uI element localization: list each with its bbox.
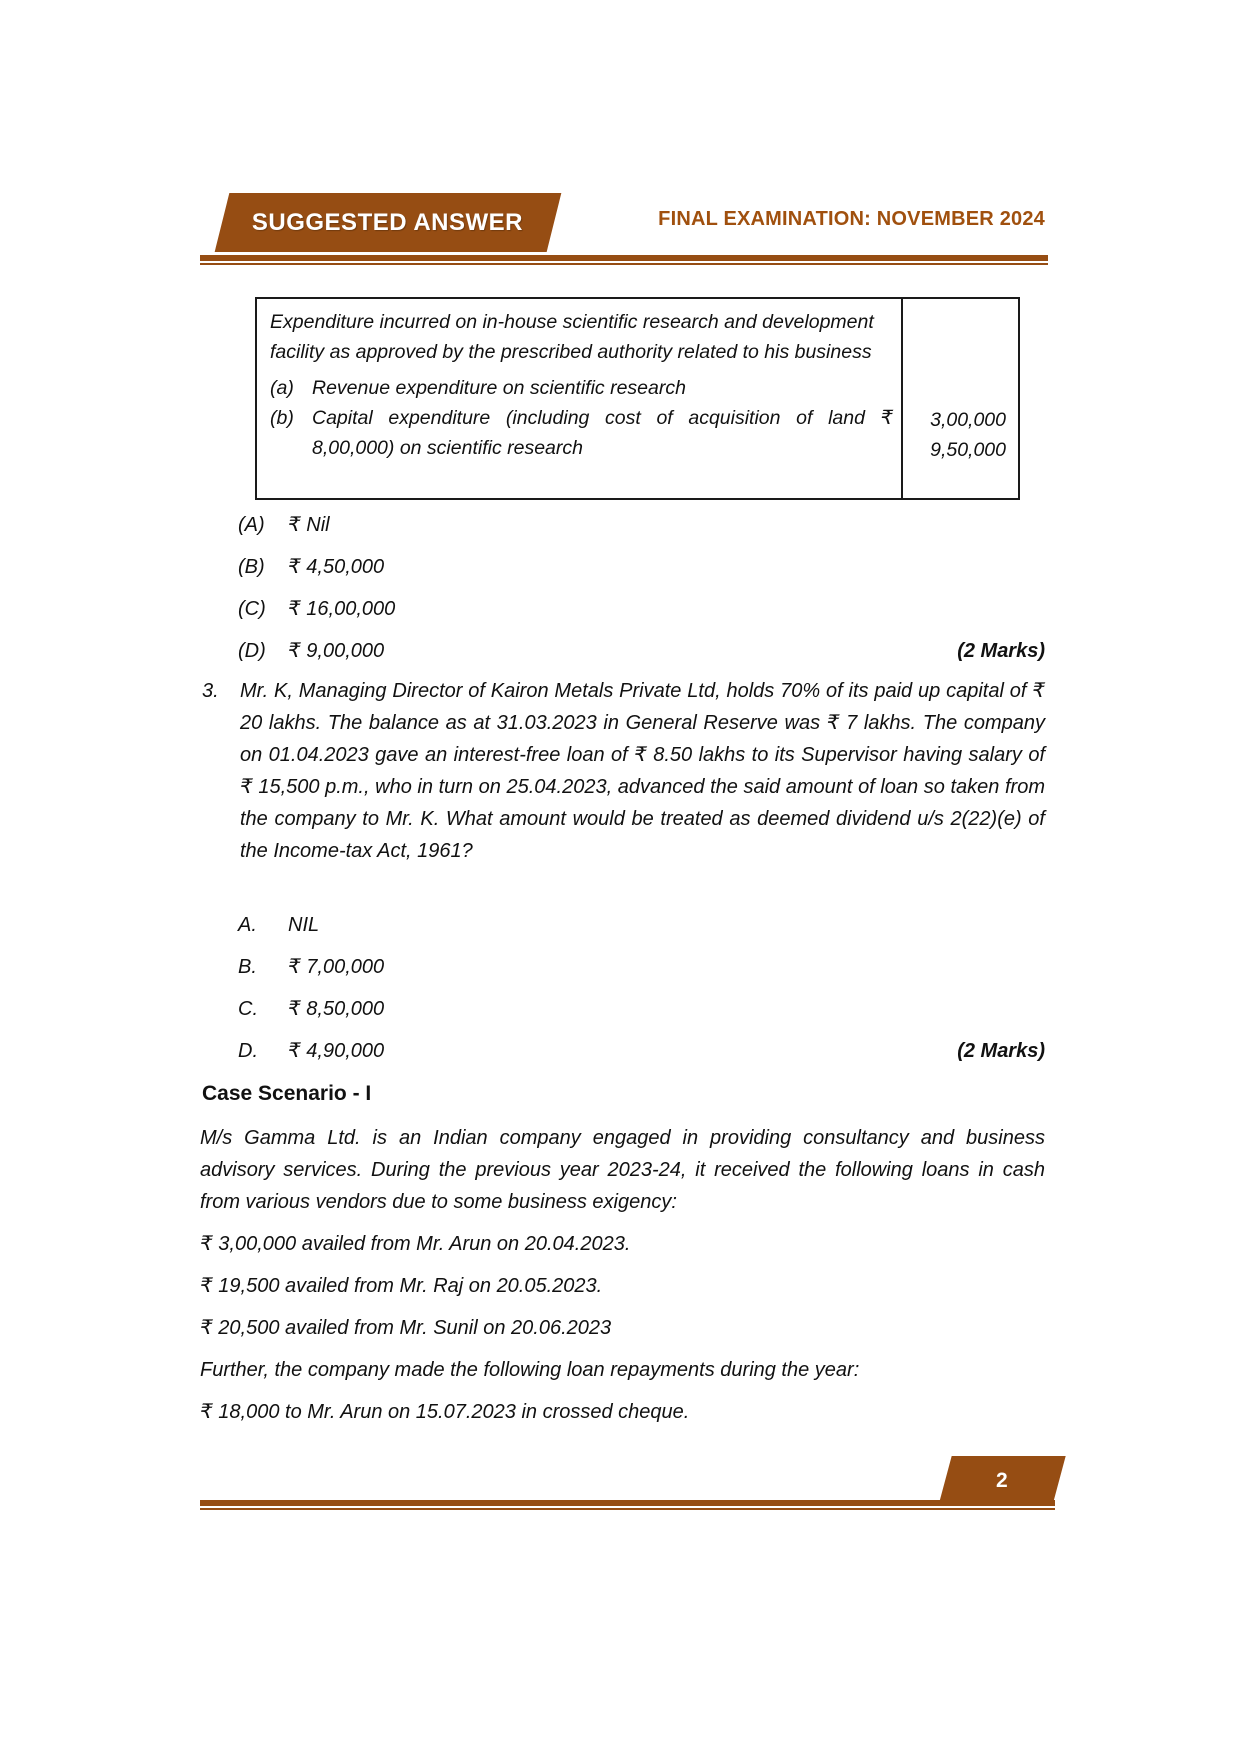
table-item-a-text: Revenue expenditure on scientific research — [312, 377, 686, 399]
option-row-d — [238, 630, 1045, 672]
option-row-a — [238, 504, 1045, 546]
exam-title: FINAL EXAMINATION: NOVEMBER 2024 — [658, 208, 1045, 230]
option-d-text: ₹ 4,90,000 — [288, 1040, 385, 1062]
option-d-label: D. — [238, 1040, 258, 1062]
expenditure-table — [255, 297, 1020, 500]
option-c-text: ₹ 16,00,000 — [288, 598, 396, 620]
question-3-text: Mr. K, Managing Director of Kairon Metals Private Ltd, holds 70% of its paid up capital of ₹ 20 lakhs. The balance as at 31.03.2023 in General Reserve was ₹ 7 lakhs. The company on 01.04.2023 gave an interest-free loan of ₹ 8.50 lakhs to its Supervisor having salary of ₹ 15,500 p.m., who in turn on 25.04.2023, advanced the said amount of loan so taken from the company to Mr. K. What amount would be treated as deemed dividend u/s 2(22)(e) of the Income-tax Act, 1961? — [240, 680, 1045, 862]
expenditure-table-text-cell — [257, 299, 903, 498]
table-item-b-label: (b) — [270, 407, 294, 429]
option-a-text: NIL — [288, 914, 320, 936]
option-row-a — [238, 904, 1045, 946]
question-3-options-list — [238, 904, 1045, 1072]
loan-line-1: ₹ 3,00,000 availed from Mr. Arun on 20.04.2023. — [200, 1233, 631, 1255]
option-c-label: (C) — [238, 598, 266, 620]
marks-badge: (2 Marks) — [957, 1040, 1045, 1062]
option-a-label: A. — [238, 914, 257, 936]
option-b-label: B. — [238, 956, 257, 978]
header-divider — [200, 255, 1048, 265]
marks-badge: (2 Marks) — [957, 640, 1045, 662]
table-item-b-value: 9,50,000 — [930, 439, 1006, 461]
loan-line-3: ₹ 20,500 availed from Mr. Sunil on 20.06.2023 — [200, 1317, 612, 1339]
option-b-label: (B) — [238, 556, 265, 578]
case-scenario-heading: Case Scenario - I — [202, 1082, 372, 1105]
table-item-b-text: Capital expenditure (including cost of acquisition of land ₹ 8,00,000) on scientific research — [312, 407, 893, 459]
header-divider-thin-line — [200, 263, 1048, 265]
footer-divider-thin-line — [200, 1508, 1055, 1510]
banner-label: SUGGESTED ANSWER — [252, 208, 524, 236]
option-c-text: ₹ 8,50,000 — [288, 998, 385, 1020]
case-scenario-intro: M/s Gamma Ltd. is an Indian company engaged in providing consultancy and business advisory services. During the previous year 2023-24, it received the following loans in cash from various vendors due to some business exigency: — [200, 1127, 1045, 1213]
page-number: 2 — [996, 1469, 1008, 1492]
option-row-c — [238, 588, 1045, 630]
expenditure-options-list — [238, 504, 1045, 672]
table-intro-text: Expenditure incurred on in-house scientific research and development facility as approved by the prescribed authority related to his business — [270, 311, 874, 363]
table-item-a — [270, 373, 893, 403]
option-b-text: ₹ 7,00,000 — [288, 956, 385, 978]
question-3-number: 3. — [202, 680, 219, 702]
option-b-text: ₹ 4,50,000 — [288, 556, 385, 578]
option-d-label: (D) — [238, 640, 266, 662]
option-c-label: C. — [238, 998, 258, 1020]
loan-line-2: ₹ 19,500 availed from Mr. Raj on 20.05.2023. — [200, 1275, 603, 1297]
page-number-box — [938, 1456, 1065, 1506]
expenditure-table-value-cell — [903, 299, 1018, 498]
repayment-intro-line: Further, the company made the following loan repayments during the year: — [200, 1359, 860, 1381]
option-row-b — [238, 546, 1045, 588]
loan-detail-list — [200, 1223, 1045, 1433]
option-row-d — [238, 1030, 1045, 1072]
table-item-b — [270, 403, 893, 463]
option-a-label: (A) — [238, 514, 265, 536]
option-row-c — [238, 988, 1045, 1030]
option-row-b — [238, 946, 1045, 988]
table-item-a-value: 3,00,000 — [930, 409, 1006, 431]
option-d-text: ₹ 9,00,000 — [288, 640, 385, 662]
repayment-line-1: ₹ 18,000 to Mr. Arun on 15.07.2023 in crossed cheque. — [200, 1401, 690, 1423]
table-item-a-label: (a) — [270, 377, 294, 399]
footer-divider — [200, 1500, 1055, 1510]
option-a-text: ₹ Nil — [288, 514, 330, 536]
